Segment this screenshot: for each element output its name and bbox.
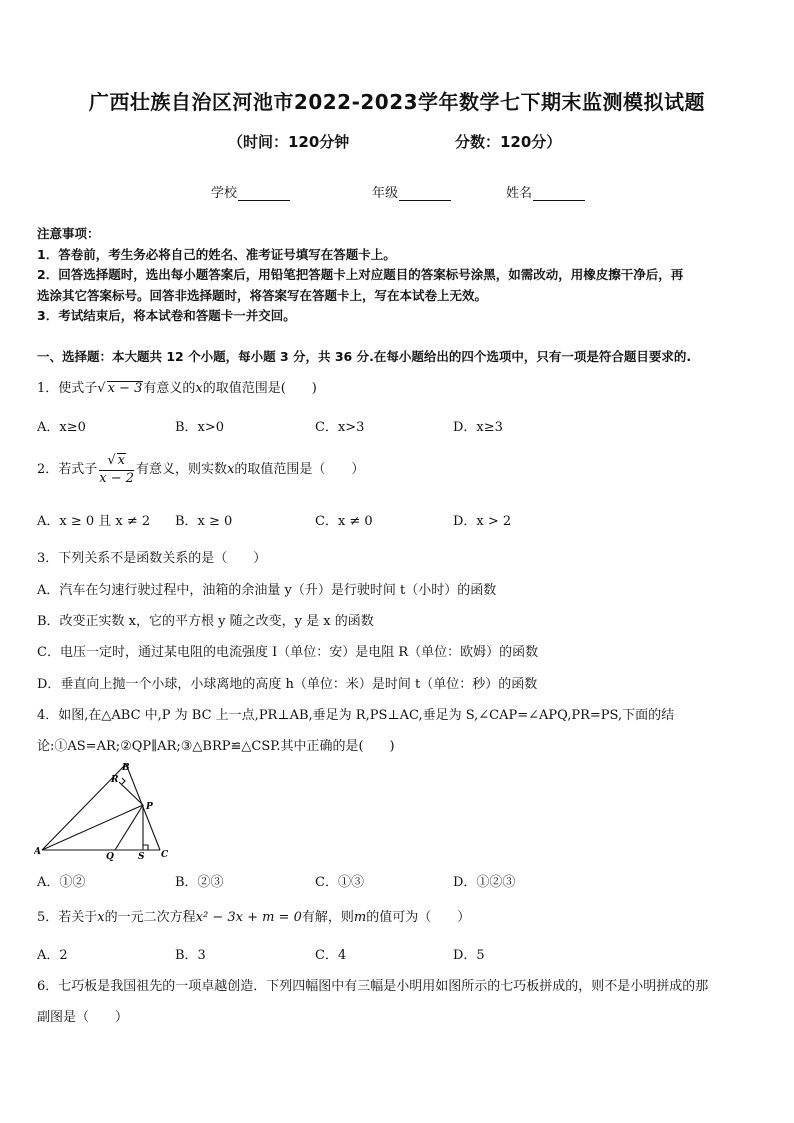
- label-r: R: [111, 775, 119, 785]
- q5-text-mid2: 有解，则: [301, 910, 354, 925]
- question-5: [37, 906, 470, 925]
- option-d[interactable]: D．垂直向上抛一个小球，小球离地的高度 h（单位：米）是时间 t（单位：秒）的函数: [37, 677, 538, 692]
- q1-var: x: [195, 381, 203, 396]
- school-field: [211, 182, 290, 201]
- q5-var: x: [97, 910, 105, 925]
- segment-rp: [119, 782, 143, 805]
- grade-label: 年级: [372, 186, 399, 201]
- school-blank: [238, 188, 290, 201]
- q2-text-post: 的取值范围是（ ）: [234, 462, 365, 477]
- q2-numerator: √ x: [99, 452, 134, 471]
- name-blank: [533, 188, 585, 201]
- question-4-line2: 论:①AS=AR;②QP∥AR;③△BRP≌△CSP.其中正确的是( ): [37, 739, 395, 754]
- option-b[interactable]: B．x ≥ 0: [175, 514, 233, 529]
- option-d[interactable]: D．①②③: [453, 875, 516, 890]
- label-s: S: [138, 852, 145, 862]
- label-p: P: [146, 802, 153, 812]
- q2-denominator: x − 2: [99, 471, 135, 486]
- q5-text-mid: 的一元二次方程: [104, 910, 196, 925]
- option-c[interactable]: C．电压一定时，通过某电阻的电流强度 I（单位：安）是电阻 R（单位：欧姆）的函数: [37, 645, 539, 660]
- option-b[interactable]: B．3: [175, 948, 206, 963]
- label-a: A: [34, 847, 41, 857]
- option-c[interactable]: C．x ≠ 0: [315, 514, 373, 529]
- question-6-line2: 副图是（ ）: [37, 1010, 129, 1025]
- segment-ap: [42, 805, 143, 850]
- option-c[interactable]: C．4: [315, 948, 347, 963]
- option-b[interactable]: B．x>0: [175, 420, 225, 435]
- q2-num-radicand: x: [117, 453, 125, 468]
- q1-text-mid: 有意义的: [143, 381, 196, 396]
- notes-item: 3．考试结束后，将本试卷和答题卡一并交回。: [37, 308, 296, 323]
- right-angle-r: [122, 778, 125, 784]
- notes-item: 2．回答选择题时，选出每小题答案后，用铅笔把答题卡上对应题目的答案标号涂黑，如需改动，用橡皮擦干净后，再: [37, 267, 684, 282]
- option-d[interactable]: D．x≥3: [453, 420, 503, 435]
- q2-var: x: [227, 462, 235, 477]
- q5-var2: m: [353, 910, 367, 925]
- notes-block: [37, 224, 759, 327]
- option-c[interactable]: C．x>3: [315, 420, 365, 435]
- q1-radicand: x − 3: [107, 381, 143, 396]
- question-3-stem: 3．下列关系不是函数关系的是（ ）: [37, 551, 267, 566]
- option-d[interactable]: D．5: [453, 948, 485, 963]
- grade-blank: [399, 188, 451, 201]
- school-label: 学校: [211, 186, 238, 201]
- q2-text-mid: 有意义，则实数: [136, 462, 228, 477]
- option-a[interactable]: A．x ≥ 0 且 x ≠ 2: [37, 514, 151, 529]
- label-q: Q: [106, 852, 114, 862]
- right-angle-s: [143, 845, 148, 850]
- section-heading: 一、选择题：本大题共 12 个小题，每小题 3 分，共 36 分.在每小题给出的四个选项中，只有一项是符合题目要求的.: [37, 349, 692, 364]
- q5-equation: x² − 3x + m = 0: [195, 910, 302, 925]
- name-field: [506, 182, 585, 201]
- grade-field: [372, 182, 451, 201]
- option-a[interactable]: A．2: [37, 948, 68, 963]
- option-a[interactable]: A．x≥0: [37, 420, 86, 435]
- option-c[interactable]: C．①③: [315, 875, 364, 890]
- q5-text-post: 的值可为（ ）: [366, 910, 471, 925]
- q2-fraction: [99, 452, 134, 487]
- q2-text-pre: 2．若式子: [37, 462, 98, 477]
- q1-text-post: 的取值范围是( ): [202, 381, 317, 396]
- notes-heading: 注意事项：: [37, 226, 100, 241]
- time-label: （时间：120分钟: [228, 133, 350, 151]
- score-label: 分数：120分）: [455, 133, 562, 151]
- option-a[interactable]: A．汽车在匀速行驶过程中，油箱的余油量 y（升）是行驶时间 t（小时）的函数: [37, 583, 497, 598]
- q5-text-pre: 5．若关于: [37, 910, 98, 925]
- option-b[interactable]: B．改变正实数 x，它的平方根 y 随之改变，y 是 x 的函数: [37, 614, 374, 629]
- triangle-figure: [34, 758, 174, 862]
- exam-title: 广西壮族自治区河池市2022-2023学年数学七下期末监测模拟试题: [88, 90, 706, 114]
- question-1: [37, 377, 317, 396]
- question-4-line1: 4．如图,在△ABC 中,P 为 BC 上一点,PR⊥AB,垂足为 R,PS⊥AC,垂足为 S,∠CAP=∠APQ,PR=PS,下面的结: [37, 708, 675, 723]
- sqrt-symbol: √: [97, 381, 106, 396]
- name-label: 姓名: [506, 186, 533, 201]
- label-c: C: [161, 850, 169, 860]
- option-d[interactable]: D．x > 2: [453, 514, 512, 529]
- notes-item: 选涂其它答案标号。回答非选择题时，将答案写在答题卡上，写在本试卷上无效。: [37, 287, 488, 303]
- q1-text-pre: 1．使式子: [37, 381, 98, 396]
- question-2: [37, 452, 364, 487]
- option-a[interactable]: A．①②: [37, 875, 86, 890]
- question-6-line1: 6．七巧板是我国祖先的一项卓越创造．下列四幅图中有三幅是小明用如图所示的七巧板拼成的，则不是小明拼成的那: [37, 979, 709, 994]
- notes-item: 1．答卷前，考生务必将自己的姓名、准考证号填写在答题卡上。: [37, 246, 396, 262]
- option-b[interactable]: B．②③: [175, 875, 224, 890]
- label-b: B: [122, 763, 130, 773]
